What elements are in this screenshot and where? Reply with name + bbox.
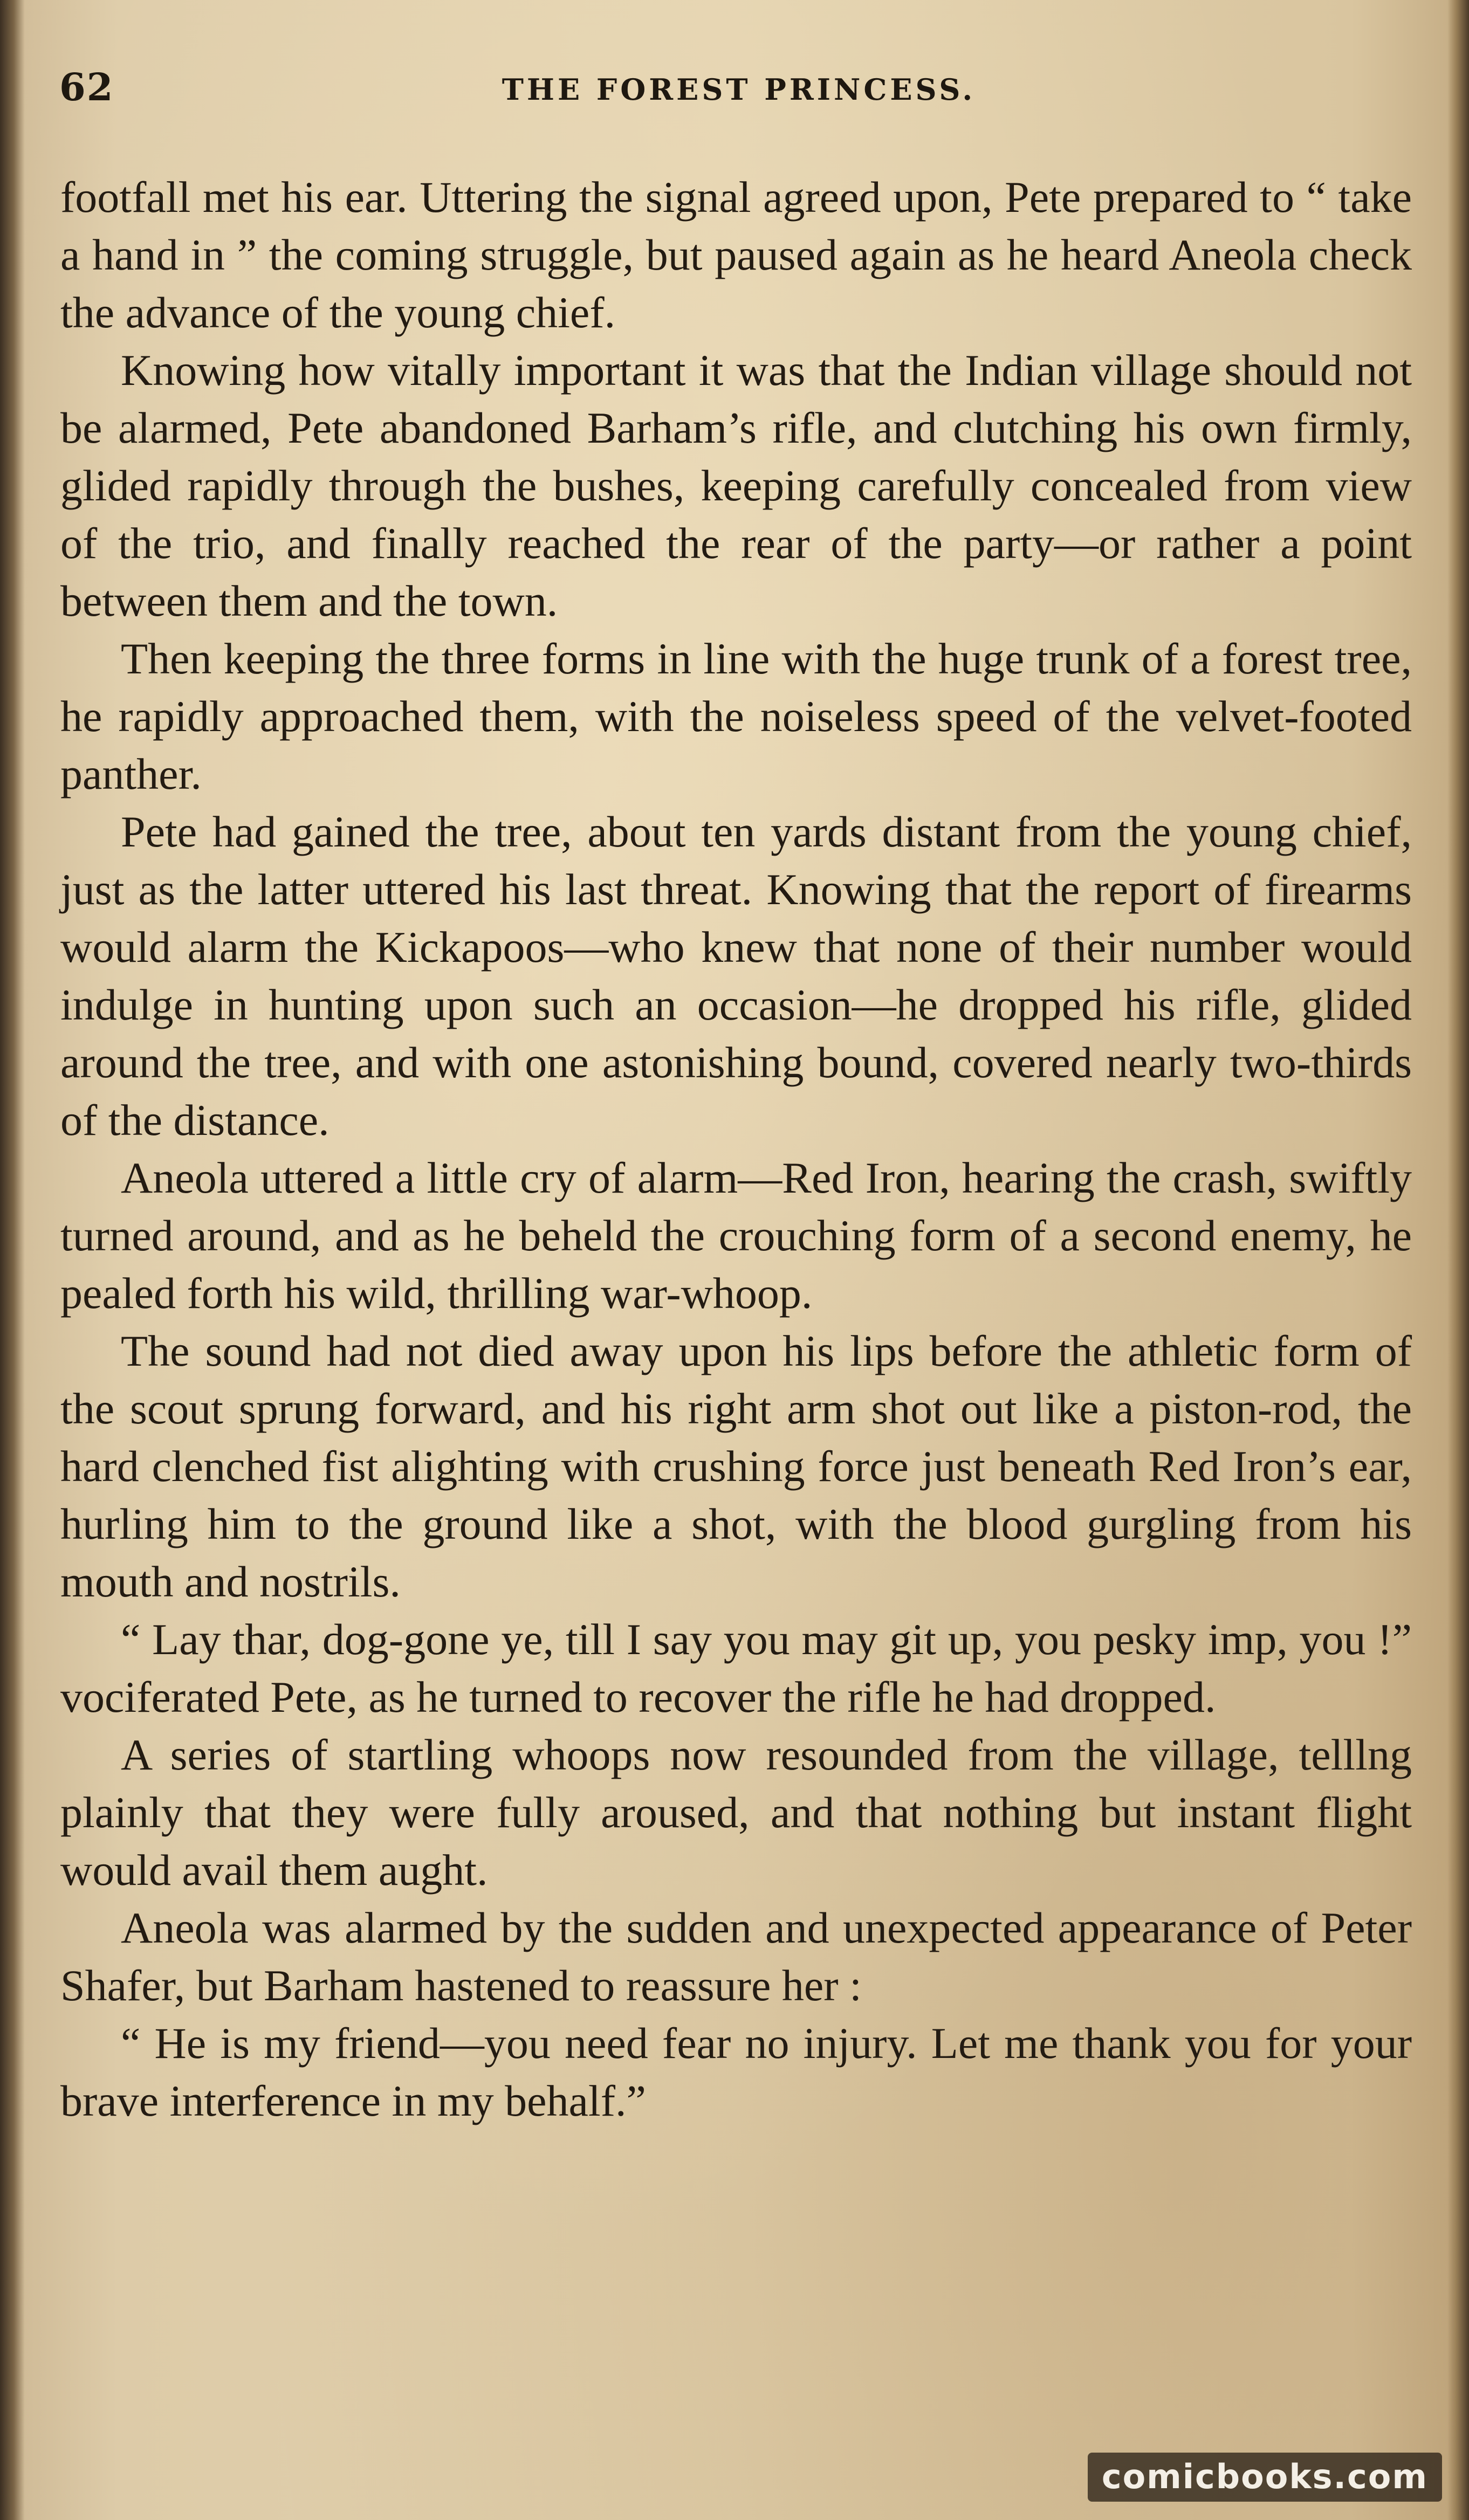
running-title: THE FOREST PRINCESS. — [502, 72, 976, 107]
page-number: 62 — [59, 65, 114, 109]
paragraph-5: Aneola uttered a little cry of alarm—Red Iron, hearing the crash, swiftly turned around, and as he beheld the crouching form of a second enemy, he pealed forth his wild, thrilling war-whoop. — [60, 1153, 1412, 1318]
page-right-edge-shadow — [1447, 0, 1469, 2520]
paragraph-4: Pete had gained the tree, about ten yards distant from the young chief, just as the latter uttered his last threat. Knowing that the report of firearms would alarm the Kickapoos—who knew that none of their number would indulge in hunting upon such an occasion—he dropped his rifle, glided around the tree, and with one astonishing bound, covered nearly two-thirds of the distance. — [60, 807, 1412, 1145]
paragraph-9: Aneola was alarmed by the sudden and unexpected appearance of Peter Shafer, but Barham hastened to reassure her : — [60, 1903, 1412, 2010]
paragraph-2: Knowing how vitally important it was that the Indian village should not be alarmed, Pete abandoned Barham’s rifle, and clutching his own firmly, glided rapidly through the bushes, keeping carefully concealed from view of the trio, and finally reached the rear of the party—or rather a point between them and the town. — [60, 346, 1412, 625]
paragraph-7: “ Lay thar, dog-gone ye, till I say you may git up, you pesky imp, you !” vociferated Pete, as he turned to recover the rifle he had dropped. — [60, 1615, 1412, 1722]
paragraph-10: “ He is my friend—you need fear no injury. Let me thank you for your brave interference in my behalf.” — [60, 2019, 1412, 2125]
paragraph-1: footfall met his ear. Uttering the signal agreed upon, Pete prepared to “ take a hand in ” the coming struggle, but paused again as he heard Aneola check the advance of the young chief. — [60, 173, 1412, 337]
page-header — [59, 65, 1418, 124]
page-left-edge-shadow — [0, 0, 25, 2520]
paragraph-3: Then keeping the three forms in line with the huge trunk of a forest tree, he rapidly approached them, with the noiseless speed of the velvet-footed panther. — [60, 634, 1412, 798]
paragraph-8: A series of startling whoops now resounded from the village, telllng plainly that they were fully aroused, and that nothing but instant flight would avail them aught. — [60, 1730, 1412, 1895]
watermark-comicbooks: comicbooks.com — [1088, 2453, 1442, 2502]
body-text — [60, 168, 1412, 2130]
paragraph-6: The sound had not died away upon his lips before the athletic form of the scout sprung forward, and his right arm shot out like a piston-rod, the hard clenched fist alighting with crushing force just beneath Red Iron’s ear, hurling him to the ground like a shot, with the blood gurgling from his mouth and nostrils. — [60, 1326, 1412, 1606]
